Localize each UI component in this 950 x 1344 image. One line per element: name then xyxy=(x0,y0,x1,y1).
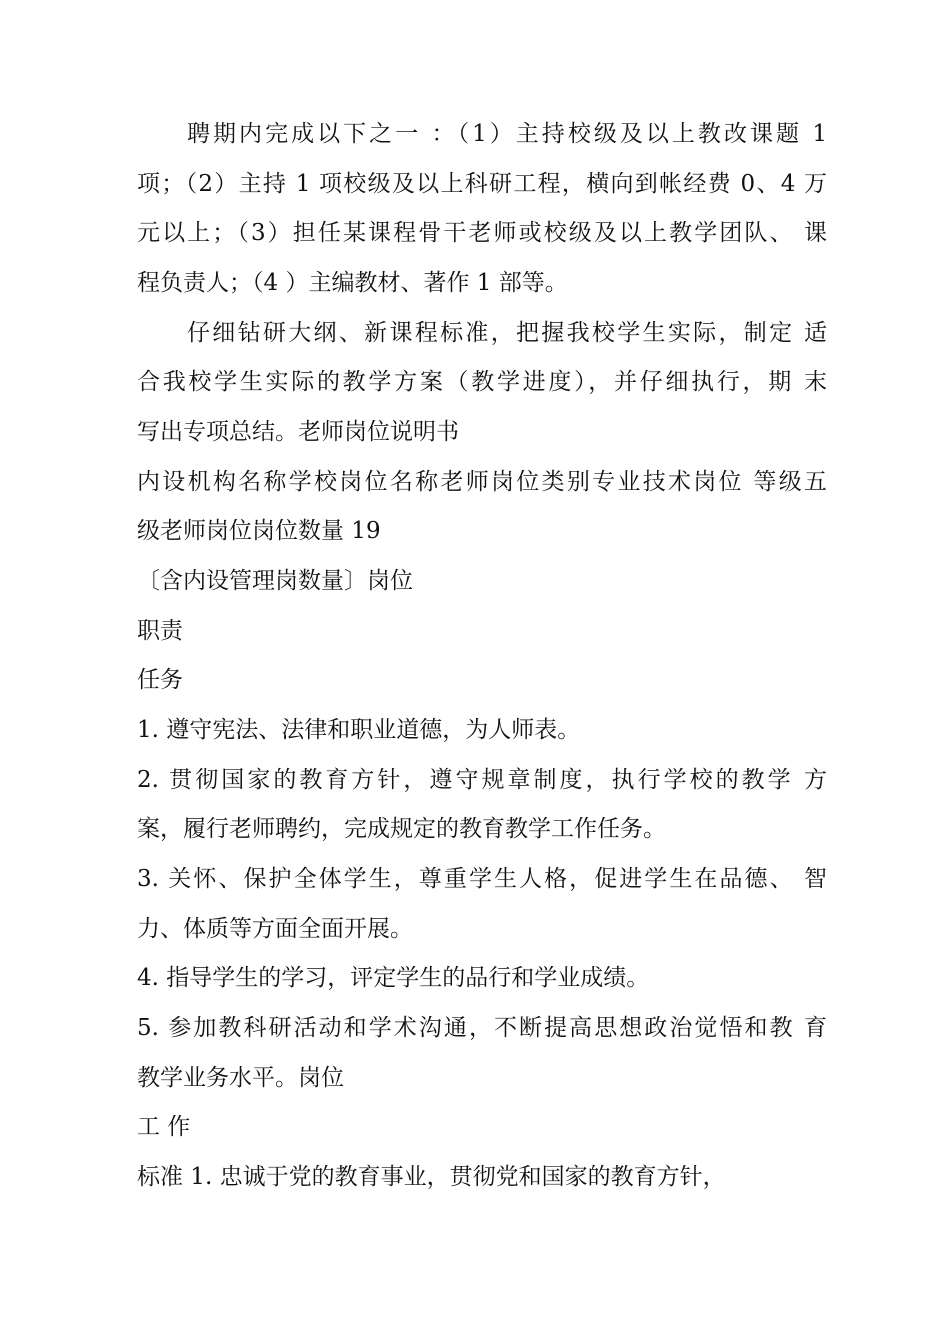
paragraph-line: 级老师岗位岗位数量 19 xyxy=(137,518,381,544)
section-label: 职责 xyxy=(137,618,183,644)
paragraph-line: 聘期内完成以下之一 ：（1）主持校级及以上教改课题 1 xyxy=(187,121,827,147)
section-label: 任务 xyxy=(137,667,183,693)
list-item-continuation: 力、体质等方面全面开展。 xyxy=(137,916,413,942)
paragraph-line: 写出专项总结。老师岗位说明书 xyxy=(137,419,459,445)
list-item: 1. 遵守宪法、法律和职业道德，为人师表。 xyxy=(137,717,581,743)
list-item-continuation: 教学业务水平。岗位 xyxy=(137,1065,344,1091)
paragraph-line: 项；（2）主持 1 项校级及以上科研工程，横向到帐经费 0、4 万 xyxy=(137,171,827,197)
list-item: 5. 参加教科研活动和学术沟通，不断提高思想政治觉悟和教 育 xyxy=(137,1015,827,1041)
list-item: 2. 贯彻国家的教育方针，遵守规章制度，执行学校的教学 方 xyxy=(137,767,827,793)
paragraph-line: 程负责人；（4 ）主编教材、著作 1 部等。 xyxy=(137,270,568,296)
paragraph-line: 〔含内设管理岗数量〕岗位 xyxy=(137,568,413,594)
paragraph-line: 内设机构名称学校岗位名称老师岗位类别专业技术岗位 等级五 xyxy=(137,469,827,495)
list-item-continuation: 案，履行老师聘约，完成规定的教育教学工作任务。 xyxy=(137,816,666,842)
section-label: 工 作 xyxy=(137,1114,191,1140)
paragraph-line: 仔细钻研大纲、新课程标准，把握我校学生实际，制定 适 xyxy=(187,320,827,346)
paragraph-line: 合我校学生实际的教学方案（教学进度），并仔细执行，期 末 xyxy=(137,369,827,395)
paragraph-line: 元以上；（3）担任某课程骨干老师或校级及以上教学团队、 课 xyxy=(137,220,827,246)
list-item: 4. 指导学生的学习，评定学生的品行和学业成绩。 xyxy=(137,965,650,991)
list-item: 3. 关怀、保护全体学生，尊重学生人格，促进学生在品德、 智 xyxy=(137,866,827,892)
paragraph-line: 标准 1. 忠诚于党的教育事业，贯彻党和国家的教育方针， xyxy=(137,1164,726,1190)
